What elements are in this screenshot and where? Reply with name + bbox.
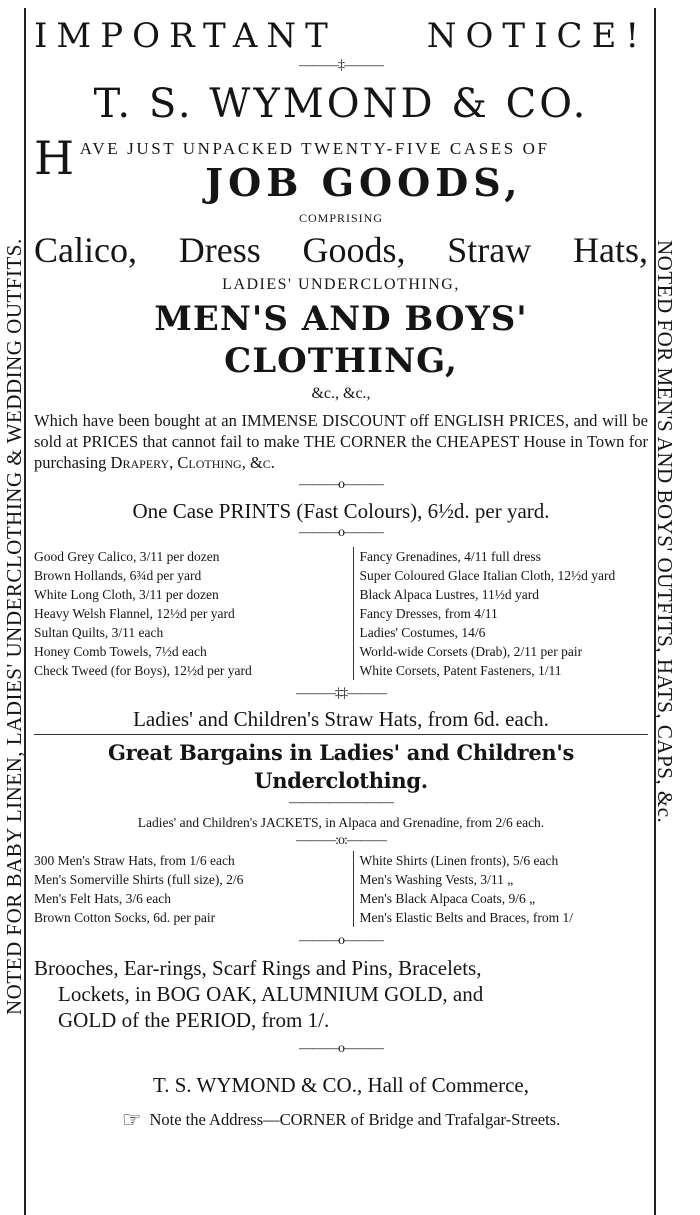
rule-plain: ———————— <box>289 795 393 810</box>
list-item: Ladies' Costumes, 14/6 <box>359 625 486 640</box>
calico-word: Calico, <box>34 230 137 270</box>
paragraph-text: Which have been bought at an IMMENSE DISCOUNT off ENGLISH PRICES, and will be sold at PRICES that cannot fail to make THE CORNER the CHEAPEST House in Town for purchasing <box>34 411 648 472</box>
price-list-1 <box>34 547 648 680</box>
list-item: Men's Black Alpaca Coats, 9/6 „ <box>359 891 536 906</box>
list-item: Heavy Welsh Flannel, 12½d per yard <box>34 606 235 621</box>
list-item: Men's Somerville Shirts (full size), 2/6 <box>34 872 244 887</box>
headline-word-1: IMPORTANT <box>34 16 337 56</box>
price-list-1-right <box>354 547 648 680</box>
ladies-underclothing: LADIES' UNDERCLOTHING, <box>222 276 460 293</box>
list-item: Fancy Dresses, from 4/11 <box>359 606 498 621</box>
price-list-1-left <box>34 547 354 680</box>
pointing-hand-icon: ☞ <box>121 1107 142 1132</box>
address-text: Note the Address—CORNER of Bridge and Trafalgar-Streets. <box>149 1110 561 1129</box>
address-line <box>34 1109 648 1131</box>
side-banner-right: NOTED FOR MEN'S AND BOYS' OUTFITS, HATS, CAPS, &c. <box>653 240 677 824</box>
paragraph-clothing: Clothing, &c. <box>177 453 275 472</box>
price-list-2-right <box>354 851 648 927</box>
list-item: Fancy Grenadines, 4/11 full dress <box>359 549 541 564</box>
rule-o: ———o——— <box>299 933 383 948</box>
discount-paragraph <box>34 410 648 473</box>
calico-word: Goods, <box>302 230 406 270</box>
price-list-2 <box>34 851 648 927</box>
straw-hats-line: Ladies' and Children's Straw Hats, from 6d. each. <box>133 707 549 731</box>
brooches-line-1: Brooches, Ear-rings, Scarf Rings and Pins, Bracelets, <box>34 956 482 980</box>
list-item: Men's Washing Vests, 3/11 „ <box>359 872 514 887</box>
brooches-block <box>34 955 648 1033</box>
mens-boys-clothing: MEN'S AND BOYS' CLOTHING, <box>154 299 528 381</box>
list-item: Brown Hollands, 6¾d per yard <box>34 568 202 583</box>
prints-line: One Case PRINTS (Fast Colours), 6½d. per yard. <box>132 499 550 523</box>
headline <box>34 16 648 56</box>
list-item: Super Coloured Glace Italian Cloth, 12½d yard <box>359 568 616 583</box>
calico-word: Dress <box>178 230 261 270</box>
list-item: Good Grey Calico, 3/11 per dozen <box>34 549 220 564</box>
list-item: Black Alpaca Lustres, 11½d yard <box>359 587 539 602</box>
list-item: Men's Elastic Belts and Braces, from 1/ <box>359 910 574 925</box>
list-item: Brown Cotton Socks, 6d. per pair <box>34 910 216 925</box>
list-item: World-wide Corsets (Drab), 2/11 per pair <box>359 644 583 659</box>
paragraph-drapery: Drapery, <box>110 453 174 472</box>
brooches-line-3: GOLD of the PERIOD, from 1/. <box>58 1008 330 1032</box>
calico-word: Straw <box>447 230 532 270</box>
rule-o: ———o——— <box>299 1041 383 1056</box>
advertisement <box>34 8 648 1131</box>
list-item: 300 Men's Straw Hats, from 1/6 each <box>34 853 235 868</box>
side-banner-left: NOTED FOR BABY LINEN, LADIES' UNDERCLOTHING & WEDDING OUTFITS. <box>2 238 26 1015</box>
rule-o: ———o——— <box>299 477 383 492</box>
list-item: White Corsets, Patent Fasteners, 1/11 <box>359 663 562 678</box>
rule-double: ———‡‡——— <box>296 686 386 701</box>
company-name: T. S. WYMOND & CO. <box>93 81 589 127</box>
brooches-line-2: Lockets, in BOG OAK, ALUMNIUM GOLD, and <box>58 982 484 1006</box>
unpacked-text: AVE JUST UNPACKED TWENTY-FIVE CASES OF <box>79 139 550 158</box>
job-goods-heading: JOB GOODS, <box>205 160 523 205</box>
list-item: Honey Comb Towels, 7½d each <box>34 644 207 659</box>
rule-o: ———o——— <box>299 525 383 540</box>
etc-line: &c., &c., <box>311 385 371 402</box>
calico-line <box>34 228 648 272</box>
bargains-line: Great Bargains in Ladies' and Children's Underclothing. <box>107 740 575 793</box>
calico-word: Hats, <box>572 230 648 270</box>
list-item: White Long Cloth, 3/11 per dozen <box>34 587 219 602</box>
jackets-line: Ladies' and Children's JACKETS, in Alpaca and Grenadine, from 2/6 each. <box>137 815 545 830</box>
list-item: Check Tweed (for Boys), 12½d per yard <box>34 663 252 678</box>
comprising-label: COMPRISING <box>298 211 383 225</box>
advertisement-frame <box>24 8 656 1215</box>
list-item: Sultan Quilts, 3/11 each <box>34 625 164 640</box>
headline-word-2: NOTICE! <box>426 16 648 56</box>
list-item: White Shirts (Linen fronts), 5/6 each <box>359 853 559 868</box>
price-list-2-left <box>34 851 354 927</box>
footer-company: T. S. WYMOND & CO., Hall of Commerce, <box>152 1073 529 1097</box>
drop-cap: H <box>34 131 77 185</box>
rule-colon: ———:o:——— <box>296 833 386 848</box>
list-item: Men's Felt Hats, 3/6 each <box>34 891 172 906</box>
ornament-rule: ———‡——— <box>299 58 383 73</box>
